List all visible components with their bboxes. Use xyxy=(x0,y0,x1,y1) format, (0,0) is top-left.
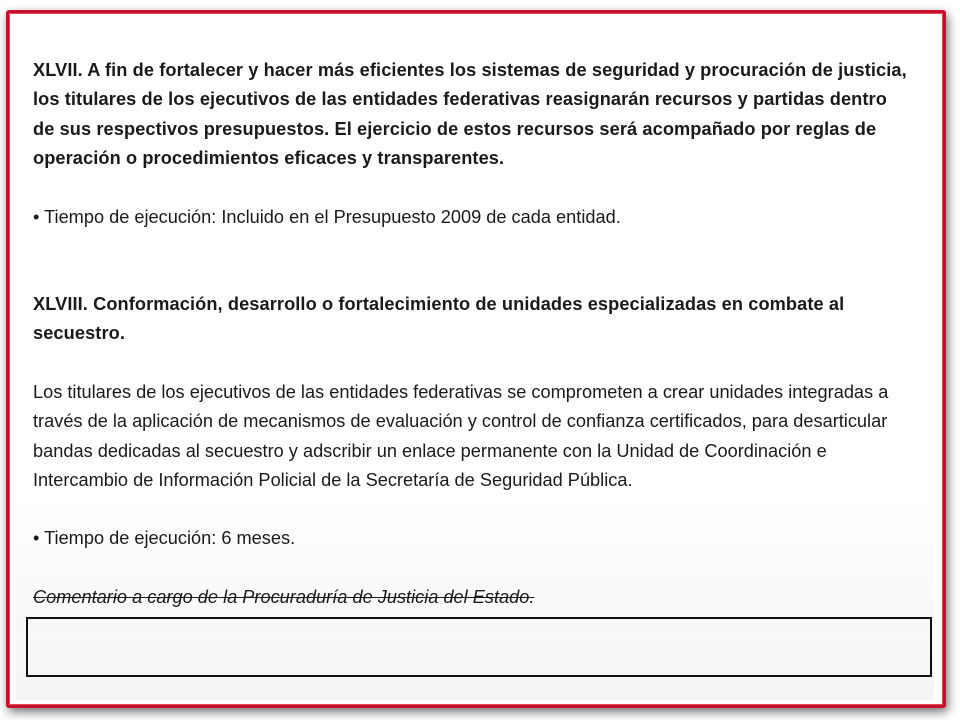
section-48-heading: XLVIII. Conformación, desarrollo o fortalecimiento de unidades especializadas en combate al secuestro. xyxy=(33,294,845,344)
section-47-heading: XLVII. A fin de fortalecer y hacer más eficientes los sistemas de seguridad y procuración de justicia, los titulares de los ejecutivos de las entidades federativas reasignarán recursos y partidas dentro de sus respectivos presupuestos. El ejercicio de estos recursos será acompañado por reglas de operación o procedimientos eficaces y transparentes. xyxy=(33,60,907,169)
section-48-body: Los titulares de los ejecutivos de las entidades federativas se comprometen a crear unidades integradas a través de la aplicación de mecanismos de evaluación y control de confianza certificados, para desarticular bandas dedicadas al secuestro y adscribir un enlace permanente con la Unidad de Coordinación e Intercambio de Información Policial de la Secretaría de Seguridad Pública. xyxy=(33,381,889,491)
comment-box[interactable] xyxy=(26,617,932,677)
slide-content xyxy=(33,56,913,612)
spacer xyxy=(33,495,913,524)
spacer xyxy=(33,174,913,203)
spacer xyxy=(33,232,913,290)
spacer xyxy=(33,349,913,378)
spacer xyxy=(33,554,913,583)
section-47-execution-time: • Tiempo de ejecución: Incluido en el Presupuesto 2009 de cada entidad. xyxy=(33,206,621,227)
section-48-execution-time: • Tiempo de ejecución: 6 meses. xyxy=(33,528,296,549)
comment-label: Comentario a cargo de la Procuraduría de Justicia del Estado. xyxy=(33,586,535,607)
